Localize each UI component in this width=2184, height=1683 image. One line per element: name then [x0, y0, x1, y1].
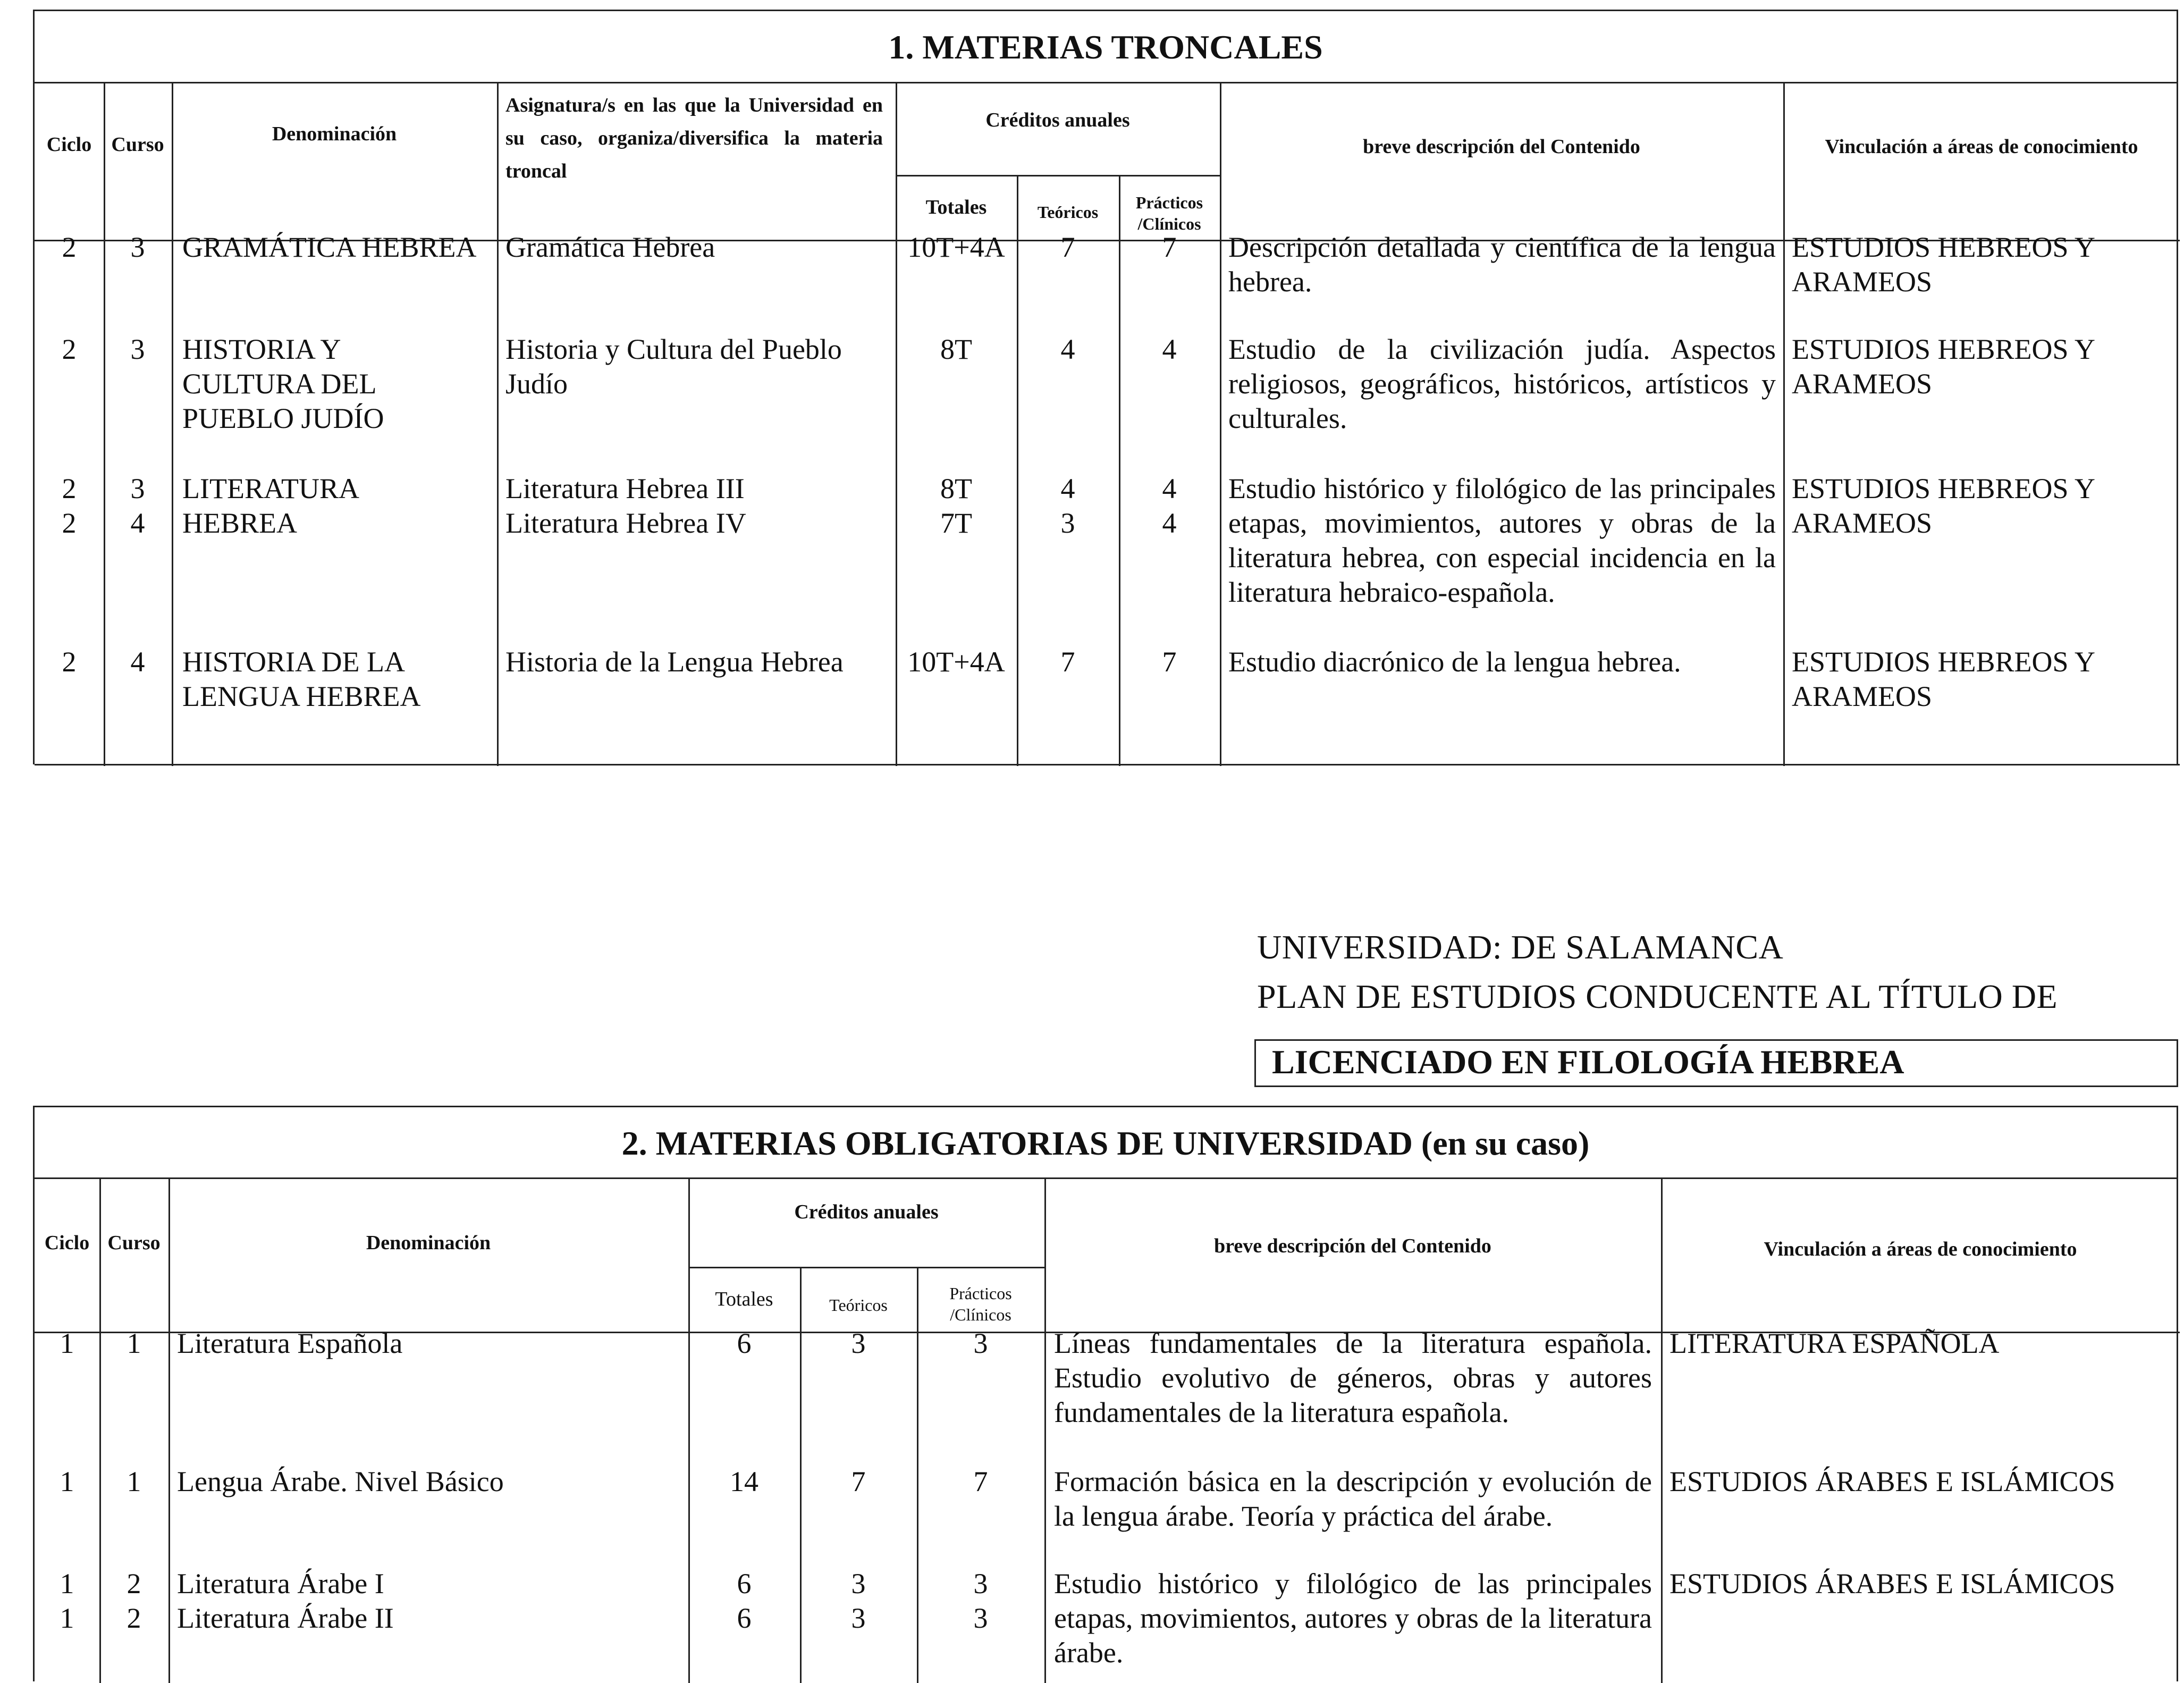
- cell-totales: 8T: [940, 473, 972, 504]
- cell-totales: 6: [737, 1602, 752, 1634]
- table-materias-troncales: [33, 10, 2178, 764]
- cell-curso: 4: [130, 646, 145, 678]
- cell-denominacion: Lengua Árabe. Nivel Básico: [177, 1466, 504, 1497]
- cell-descripcion: Descripción detallada y científica de la lengua hebrea.: [1228, 231, 1776, 298]
- cell-ciclo: 1: [60, 1568, 74, 1600]
- cell-totales: 10T+4A: [907, 646, 1005, 678]
- header-creditos-anuales: Créditos anuales: [985, 109, 1130, 131]
- cell-asignatura: Literatura Hebrea III: [505, 473, 745, 504]
- cell-asignatura: Literatura Hebrea IV: [505, 507, 746, 539]
- cell-ciclo: 1: [60, 1602, 74, 1634]
- cell-descripcion: Estudio diacrónico de la lengua hebrea.: [1228, 646, 1681, 678]
- cell-vinculacion: LITERATURA ESPAÑOLA: [1669, 1327, 2000, 1359]
- cell-teoricos: 4: [1060, 333, 1075, 365]
- cell-practicos: 7: [1162, 646, 1177, 678]
- cell-practicos: 4: [1162, 333, 1177, 365]
- cell-descripcion: Estudio histórico y filológico de las principales etapas, movimientos, autores y obras de la literatura hebrea, con especial incidencia en la literatura hebraico-española.: [1228, 473, 1776, 608]
- header-vinculacion: Vinculación a áreas de conocimiento: [1825, 136, 2138, 158]
- cell-totales: 6: [737, 1327, 752, 1359]
- header-curso: Curso: [107, 1232, 161, 1254]
- cell-totales: 6: [737, 1568, 752, 1600]
- cell-ciclo: 2: [62, 231, 77, 263]
- cell-descripcion: Líneas fundamentales de la literatura española. Estudio evolutivo de géneros, obras y autores fundamentales de la literatura española.: [1054, 1327, 1652, 1428]
- section-2-title: 2. MATERIAS OBLIGATORIAS DE UNIVERSIDAD (en su caso): [35, 1107, 2177, 1179]
- cell-totales: 14: [730, 1466, 758, 1497]
- section-1-title: 1. MATERIAS TRONCALES: [35, 11, 2177, 83]
- cell-denominacion: HISTORIA DE LA LENGUA HEBREA: [182, 646, 421, 712]
- cell-teoricos: 3: [851, 1327, 866, 1359]
- header-descripcion: breve descripción del Contenido: [1363, 136, 1640, 158]
- cell-totales: 8T: [940, 333, 972, 365]
- header-totales: Totales: [715, 1288, 773, 1310]
- cell-teoricos: 3: [851, 1602, 866, 1634]
- cell-teoricos: 7: [1060, 646, 1075, 678]
- cell-vinculacion: ESTUDIOS ÁRABES E ISLÁMICOS: [1669, 1568, 2115, 1600]
- cell-curso: 1: [127, 1327, 141, 1359]
- header-vinculacion: Vinculación a áreas de conocimiento: [1764, 1238, 2077, 1260]
- cell-practicos: 7: [1162, 231, 1177, 263]
- cell-ciclo: 1: [60, 1466, 74, 1497]
- cell-curso: 1: [127, 1466, 141, 1497]
- header-ciclo: Ciclo: [44, 1232, 90, 1254]
- cell-curso: 3: [130, 473, 145, 504]
- cell-curso: 3: [130, 333, 145, 365]
- degree-title: LICENCIADO EN FILOLOGÍA HEBREA: [1272, 1043, 1904, 1081]
- cell-curso: 4: [130, 507, 145, 539]
- table-materias-obligatorias: [33, 1106, 2178, 1681]
- header-practicos: Prácticos /Clínicos: [1135, 193, 1203, 233]
- cell-practicos: 4: [1162, 507, 1177, 539]
- cell-ciclo: 2: [62, 333, 77, 365]
- cell-ciclo: 2: [62, 473, 77, 504]
- cell-practicos: 3: [973, 1602, 988, 1634]
- header-asignatura: Asignatura/s en las que la Universidad en su caso, organiza/diversifica la materia troncal: [505, 94, 883, 182]
- header-totales: Totales: [925, 196, 987, 218]
- cell-denominacion: Literatura Árabe I: [177, 1568, 384, 1600]
- header-practicos: Prácticos /Clínicos: [949, 1284, 1012, 1324]
- cell-practicos: 3: [973, 1327, 988, 1359]
- cell-vinculacion: ESTUDIOS HEBREOS Y ARAMEOS: [1792, 231, 2095, 298]
- cell-curso: 2: [127, 1602, 141, 1634]
- cell-denominacion: LITERATURA HEBREA: [182, 473, 358, 539]
- cell-teoricos: 3: [851, 1568, 866, 1600]
- cell-asignatura: Historia y Cultura del Pueblo Judío: [505, 333, 842, 400]
- cell-vinculacion: ESTUDIOS HEBREOS Y ARAMEOS: [1792, 473, 2095, 539]
- cell-descripcion: Formación básica en la descripción y evolución de la lengua árabe. Teoría y práctica del árabe.: [1054, 1466, 1652, 1532]
- cell-ciclo: 1: [60, 1327, 74, 1359]
- plan-line: PLAN DE ESTUDIOS CONDUCENTE AL TÍTULO DE: [1257, 978, 2058, 1015]
- header-teoricos: Teóricos: [829, 1295, 888, 1315]
- header-denominacion: Denominación: [272, 123, 397, 145]
- cell-descripcion: Estudio histórico y filológico de las principales etapas, movimientos, autores y obras de la literatura árabe.: [1054, 1568, 1652, 1669]
- cell-denominacion: Literatura Árabe II: [177, 1602, 394, 1634]
- cell-asignatura: Historia de la Lengua Hebrea: [505, 646, 844, 678]
- cell-practicos: 4: [1162, 473, 1177, 504]
- cell-ciclo: 2: [62, 507, 77, 539]
- cell-totales: 7T: [940, 507, 972, 539]
- degree-title-box: [1254, 1039, 2178, 1087]
- header-curso: Curso: [111, 133, 164, 156]
- cell-practicos: 3: [973, 1568, 988, 1600]
- cell-vinculacion: ESTUDIOS HEBREOS Y ARAMEOS: [1792, 333, 2095, 400]
- cell-denominacion: Literatura Española: [177, 1327, 403, 1359]
- cell-practicos: 7: [973, 1466, 988, 1497]
- header-ciclo: Ciclo: [46, 133, 92, 156]
- cell-vinculacion: ESTUDIOS ÁRABES E ISLÁMICOS: [1669, 1466, 2115, 1497]
- header-denominacion: Denominación: [366, 1232, 491, 1254]
- cell-descripcion: Estudio de la civilización judía. Aspectos religiosos, geográficos, históricos, artísticos y culturales.: [1228, 333, 1776, 434]
- cell-ciclo: 2: [62, 646, 77, 678]
- cell-vinculacion: ESTUDIOS HEBREOS Y ARAMEOS: [1792, 646, 2095, 712]
- header-teoricos: Teóricos: [1037, 203, 1099, 222]
- university-line: UNIVERSIDAD: DE SALAMANCA: [1257, 928, 1784, 966]
- header-creditos-anuales: Créditos anuales: [794, 1201, 939, 1223]
- header-descripcion: breve descripción del Contenido: [1214, 1235, 1491, 1257]
- cell-denominacion: HISTORIA Y CULTURA DEL PUEBLO JUDÍO: [182, 333, 384, 434]
- cell-teoricos: 7: [1060, 231, 1075, 263]
- cell-totales: 10T+4A: [907, 231, 1005, 263]
- cell-asignatura: Gramática Hebrea: [505, 231, 715, 263]
- cell-teoricos: 3: [1060, 507, 1075, 539]
- cell-denominacion: GRAMÁTICA HEBREA: [182, 231, 477, 263]
- cell-teoricos: 4: [1060, 473, 1075, 504]
- cell-curso: 2: [127, 1568, 141, 1600]
- cell-curso: 3: [130, 231, 145, 263]
- cell-teoricos: 7: [851, 1466, 866, 1497]
